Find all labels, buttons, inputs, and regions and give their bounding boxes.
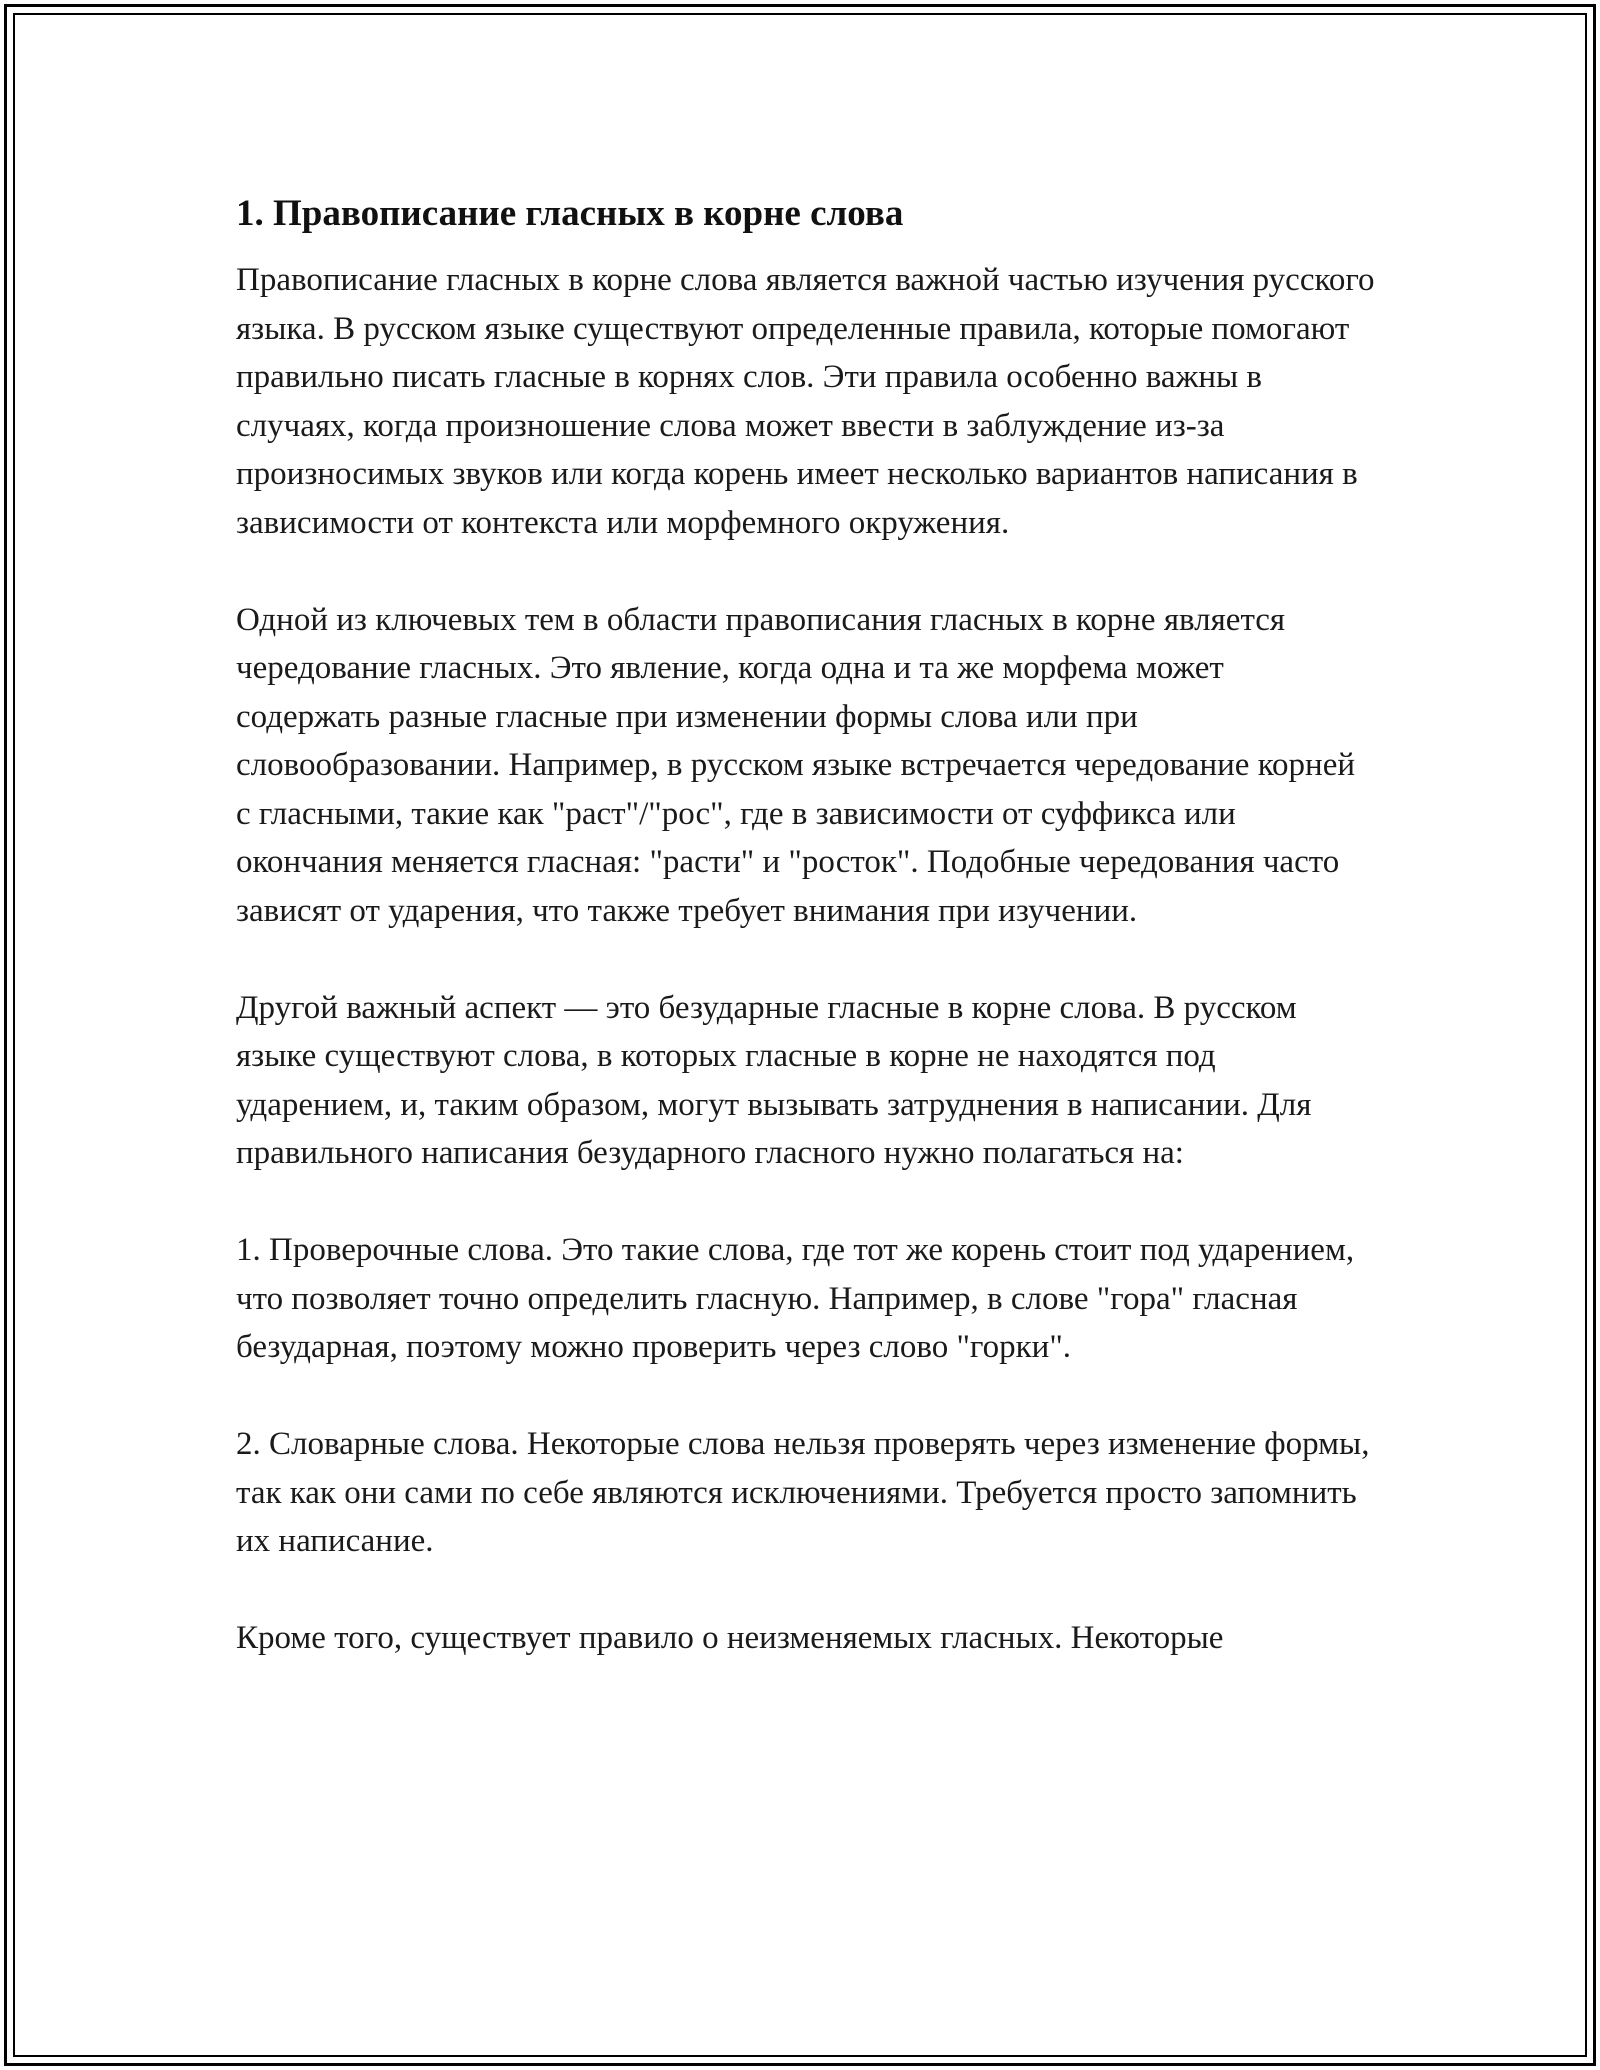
paragraph-invariable: Кроме того, существует правило о неизменяемых гласных. Некоторые (236, 1620, 1224, 1656)
section-title: 1. Правописание гласных в корне слова (236, 193, 904, 234)
document-body (236, 188, 1376, 1663)
list-item-dictionary-words: 2. Словарные слова. Некоторые слова нельзя проверять через изменение формы, так как они сами по себе являются исключениями. Требуется просто запомнить их написание. (236, 1426, 1370, 1559)
paragraph-unstressed: Другой важный аспект — это безударные гласные в корне слова. В русском языке существуют слова, в которых гласные в корне не находятся под ударением, и, таким образом, могут вызывать затруднения в написании. Для правильного написания безударного гласного нужно полагаться на: (236, 989, 1312, 1171)
paragraph-alternation: Одной из ключевых тем в области правописания гласных в корне является чередование гласных. Это явление, когда одна и та же морфема может содержать разные гласные при изменении формы слова или при словообразовании. Например, в русском языке встречается чередование корней с гласными, такие как "раст"/"рос", где в зависимости от суффикса или окончания меняется гласная: "расти" и "росток". Подобные чередования часто зависят от ударения, что также требует внимания при изучении. (236, 601, 1356, 929)
list-item-check-words: 1. Проверочные слова. Это такие слова, где тот же корень стоит под ударением, что позволяет точно определить гласную. Например, в слове "гора" гласная безударная, поэтому можно проверить через слово "горки". (236, 1232, 1355, 1365)
paragraph-intro: Правописание гласных в корне слова является важной частью изучения русского языка. В русском языке существуют определенные правила, которые помогают правильно писать гласные в корнях слов. Эти правила особенно важны в случаях, когда произношение слова может ввести в заблуждение из-за произносимых звуков или когда корень имеет несколько вариантов написания в зависимости от контекста или морфемного окружения. (236, 262, 1375, 541)
